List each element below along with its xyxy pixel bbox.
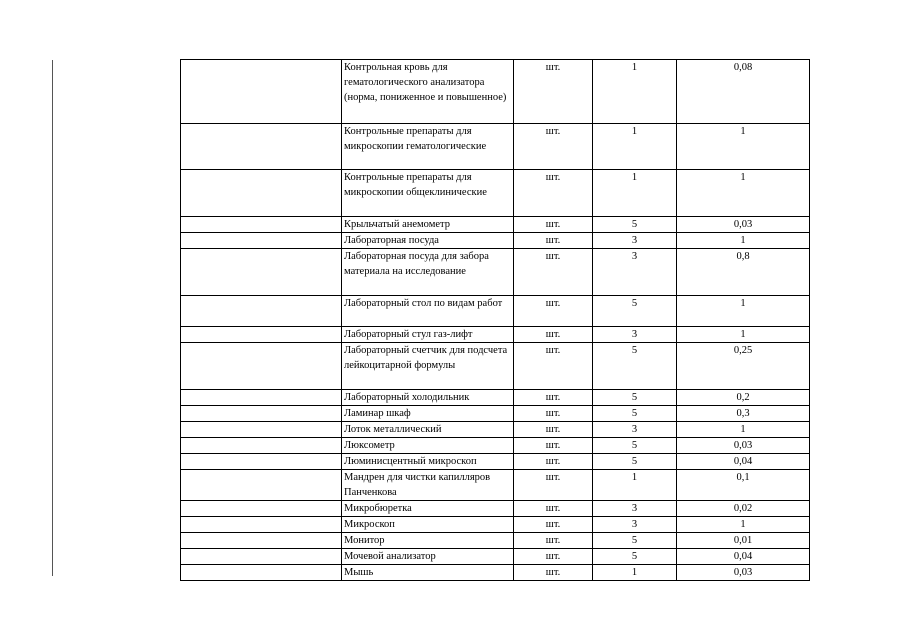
blank-cell [181,233,342,249]
unit-cell: шт. [514,170,593,217]
item-name-cell: Лабораторная посуда для забора материала на исследование [342,249,514,296]
blank-cell [181,470,342,501]
table-row [181,124,810,170]
blank-cell [181,343,342,390]
quantity-cell: 3 [593,249,677,296]
table-row [181,422,810,438]
quantity-cell: 3 [593,517,677,533]
norm-cell: 0,8 [677,249,810,296]
table-row [181,517,810,533]
quantity-cell: 3 [593,501,677,517]
blank-cell [181,217,342,233]
quantity-cell: 5 [593,390,677,406]
norm-cell: 0,03 [677,565,810,581]
blank-cell [181,517,342,533]
blank-cell [181,565,342,581]
quantity-cell: 3 [593,233,677,249]
item-name-cell: Ламинар шкаф [342,406,514,422]
unit-cell: шт. [514,470,593,501]
unit-cell: шт. [514,565,593,581]
table-row [181,390,810,406]
table-row [181,249,810,296]
blank-cell [181,406,342,422]
table-row [181,549,810,565]
table-row [181,217,810,233]
item-name-cell: Микроскоп [342,517,514,533]
unit-cell: шт. [514,390,593,406]
unit-cell: шт. [514,60,593,124]
norm-cell: 1 [677,296,810,327]
item-name-cell: Лабораторный счетчик для подсчета лейкоцитарной формулы [342,343,514,390]
blank-cell [181,549,342,565]
unit-cell: шт. [514,406,593,422]
norm-cell: 0,02 [677,501,810,517]
norm-cell: 1 [677,124,810,170]
quantity-cell: 5 [593,406,677,422]
unit-cell: шт. [514,549,593,565]
item-name-cell: Люминисцентный микроскоп [342,454,514,470]
unit-cell: шт. [514,454,593,470]
item-name-cell: Лабораторный стол по видам работ [342,296,514,327]
unit-cell: шт. [514,517,593,533]
table-row [181,470,810,501]
quantity-cell: 5 [593,343,677,390]
unit-cell: шт. [514,501,593,517]
blank-cell [181,438,342,454]
blank-cell [181,454,342,470]
item-name-cell: Мандрен для чистки капилляров Панченкова [342,470,514,501]
blank-cell [181,170,342,217]
blank-cell [181,390,342,406]
norm-cell: 1 [677,327,810,343]
blank-cell [181,124,342,170]
table-row [181,327,810,343]
item-name-cell: Люксометр [342,438,514,454]
item-name-cell: Крыльчатый анемометр [342,217,514,233]
norm-cell: 0,03 [677,217,810,233]
equipment-table [180,59,810,581]
norm-cell: 0,04 [677,454,810,470]
item-name-cell: Мышь [342,565,514,581]
page-margin-line [52,60,53,576]
norm-cell: 1 [677,422,810,438]
unit-cell: шт. [514,296,593,327]
item-name-cell: Лоток металлический [342,422,514,438]
norm-cell: 0,25 [677,343,810,390]
unit-cell: шт. [514,422,593,438]
item-name-cell: Контрольные препараты для микроскопии гематологические [342,124,514,170]
quantity-cell: 1 [593,565,677,581]
blank-cell [181,533,342,549]
table-row [181,233,810,249]
unit-cell: шт. [514,124,593,170]
quantity-cell: 1 [593,470,677,501]
blank-cell [181,422,342,438]
quantity-cell: 3 [593,327,677,343]
table-row [181,454,810,470]
blank-cell [181,501,342,517]
norm-cell: 0,3 [677,406,810,422]
item-name-cell: Мочевой анализатор [342,549,514,565]
blank-cell [181,249,342,296]
quantity-cell: 5 [593,296,677,327]
quantity-cell: 3 [593,422,677,438]
norm-cell: 0,04 [677,549,810,565]
norm-cell: 0,08 [677,60,810,124]
norm-cell: 0,2 [677,390,810,406]
table-row [181,501,810,517]
quantity-cell: 1 [593,170,677,217]
item-name-cell: Лабораторный стул газ-лифт [342,327,514,343]
table-row [181,60,810,124]
table-row [181,438,810,454]
unit-cell: шт. [514,217,593,233]
table-row [181,406,810,422]
norm-cell: 0,01 [677,533,810,549]
table-row [181,343,810,390]
quantity-cell: 5 [593,217,677,233]
norm-cell: 1 [677,517,810,533]
table-row [181,296,810,327]
unit-cell: шт. [514,327,593,343]
blank-cell [181,327,342,343]
item-name-cell: Монитор [342,533,514,549]
blank-cell [181,296,342,327]
quantity-cell: 1 [593,60,677,124]
quantity-cell: 5 [593,533,677,549]
blank-cell [181,60,342,124]
unit-cell: шт. [514,233,593,249]
norm-cell: 0,1 [677,470,810,501]
norm-cell: 0,03 [677,438,810,454]
table-row [181,170,810,217]
unit-cell: шт. [514,343,593,390]
unit-cell: шт. [514,533,593,549]
item-name-cell: Контрольная кровь для гематологического анализатора (норма, пониженное и повышенное) [342,60,514,124]
table-row [181,533,810,549]
quantity-cell: 1 [593,124,677,170]
unit-cell: шт. [514,249,593,296]
norm-cell: 1 [677,233,810,249]
quantity-cell: 5 [593,454,677,470]
norm-cell: 1 [677,170,810,217]
item-name-cell: Лабораторная посуда [342,233,514,249]
item-name-cell: Лабораторный холодильник [342,390,514,406]
table-row [181,565,810,581]
unit-cell: шт. [514,438,593,454]
item-name-cell: Контрольные препараты для микроскопии общеклинические [342,170,514,217]
quantity-cell: 5 [593,549,677,565]
item-name-cell: Микробюретка [342,501,514,517]
quantity-cell: 5 [593,438,677,454]
